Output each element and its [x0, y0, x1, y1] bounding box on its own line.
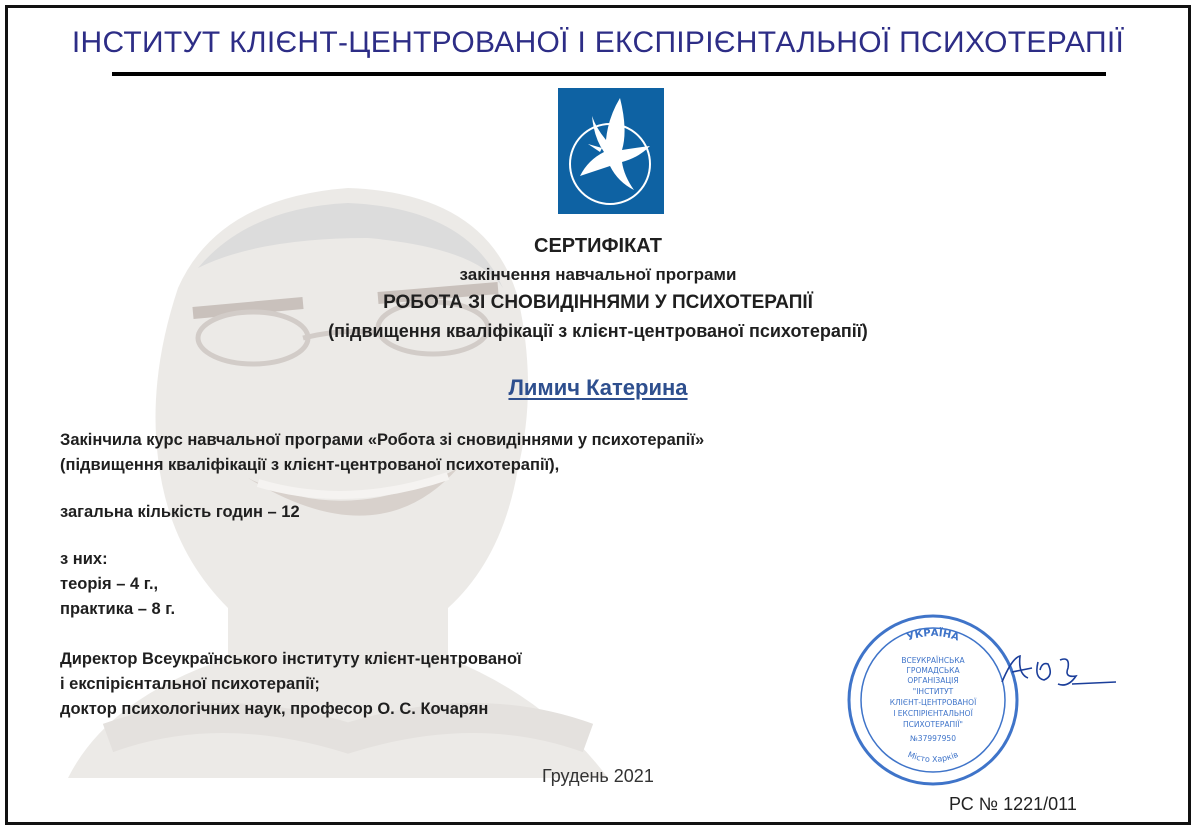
stamp-line: ОРГАНІЗАЦІЯ — [907, 676, 959, 685]
certificate-title: СЕРТИФІКАТ — [534, 235, 662, 257]
recipient-name: Лимич Катерина — [508, 375, 688, 400]
stamp-line: І ЕКСПІРІЄНТАЛЬНОЇ — [893, 709, 973, 718]
svg-text:УКРАЇНА — [906, 625, 961, 643]
stamp-line: ВСЕУКРАЇНСЬКА — [901, 656, 965, 665]
header-divider — [112, 72, 1106, 76]
director-line-3: доктор психологічних наук, професор О. С. Кочарян — [60, 700, 489, 718]
director-line-1: Директор Всеукраїнського інституту клієнт-центрованої — [60, 650, 522, 668]
handwritten-signature — [998, 648, 1118, 698]
completed-line: Закінчила курс навчальної програми «Робота зі сновидіннями у психотерапії» — [60, 431, 705, 449]
program-note: (підвищення кваліфікації з клієнт-центрованої психотерапії) — [328, 321, 868, 341]
program-name: РОБОТА ЗІ СНОВИДІННЯМИ У ПСИХОТЕРАПІЇ — [383, 292, 813, 313]
stamp-line: "ІНСТИТУТ — [912, 687, 954, 696]
certificate-subtitle: закінчення навчальної програми — [459, 265, 737, 284]
certificate-body — [60, 428, 920, 722]
of-them-label: з них: — [60, 550, 108, 568]
dove-in-circle-icon — [558, 88, 664, 214]
completed-note: (підвищення кваліфікації з клієнт-центрованої психотерапії), — [60, 456, 560, 474]
svg-text:Місто Харків — [907, 750, 960, 764]
stamp-line: №37997950 — [910, 734, 956, 743]
theory-hours: теорія – 4 г., — [60, 575, 159, 593]
round-stamp — [844, 611, 1022, 789]
registration-number: РС № 1221/011 — [949, 794, 1077, 814]
stamp-line: ПСИХОТЕРАПІЇ" — [902, 720, 964, 729]
stamp-bottom-text: Місто Харків — [906, 749, 960, 765]
total-hours: загальна кількість годин – 12 — [60, 503, 300, 521]
stamp-line: КЛІЄНТ-ЦЕНТРОВАНОЇ — [889, 698, 977, 707]
institute-title: ІНСТИТУТ КЛІЄНТ-ЦЕНТРОВАНОЇ І ЕКСПІРІЄНТАЛЬНОЇ ПСИХОТЕРАПІЇ — [71, 26, 1125, 59]
certificate-frame — [5, 5, 1191, 825]
issue-date: Грудень 2021 — [542, 766, 654, 786]
practice-hours: практика – 8 г. — [60, 600, 176, 618]
director-line-2: і експірієнтальної психотерапії; — [60, 675, 320, 693]
stamp-ring-text: УКРАЇНА — [905, 627, 961, 644]
stamp-line: ГРОМАДСЬКА — [906, 666, 960, 675]
